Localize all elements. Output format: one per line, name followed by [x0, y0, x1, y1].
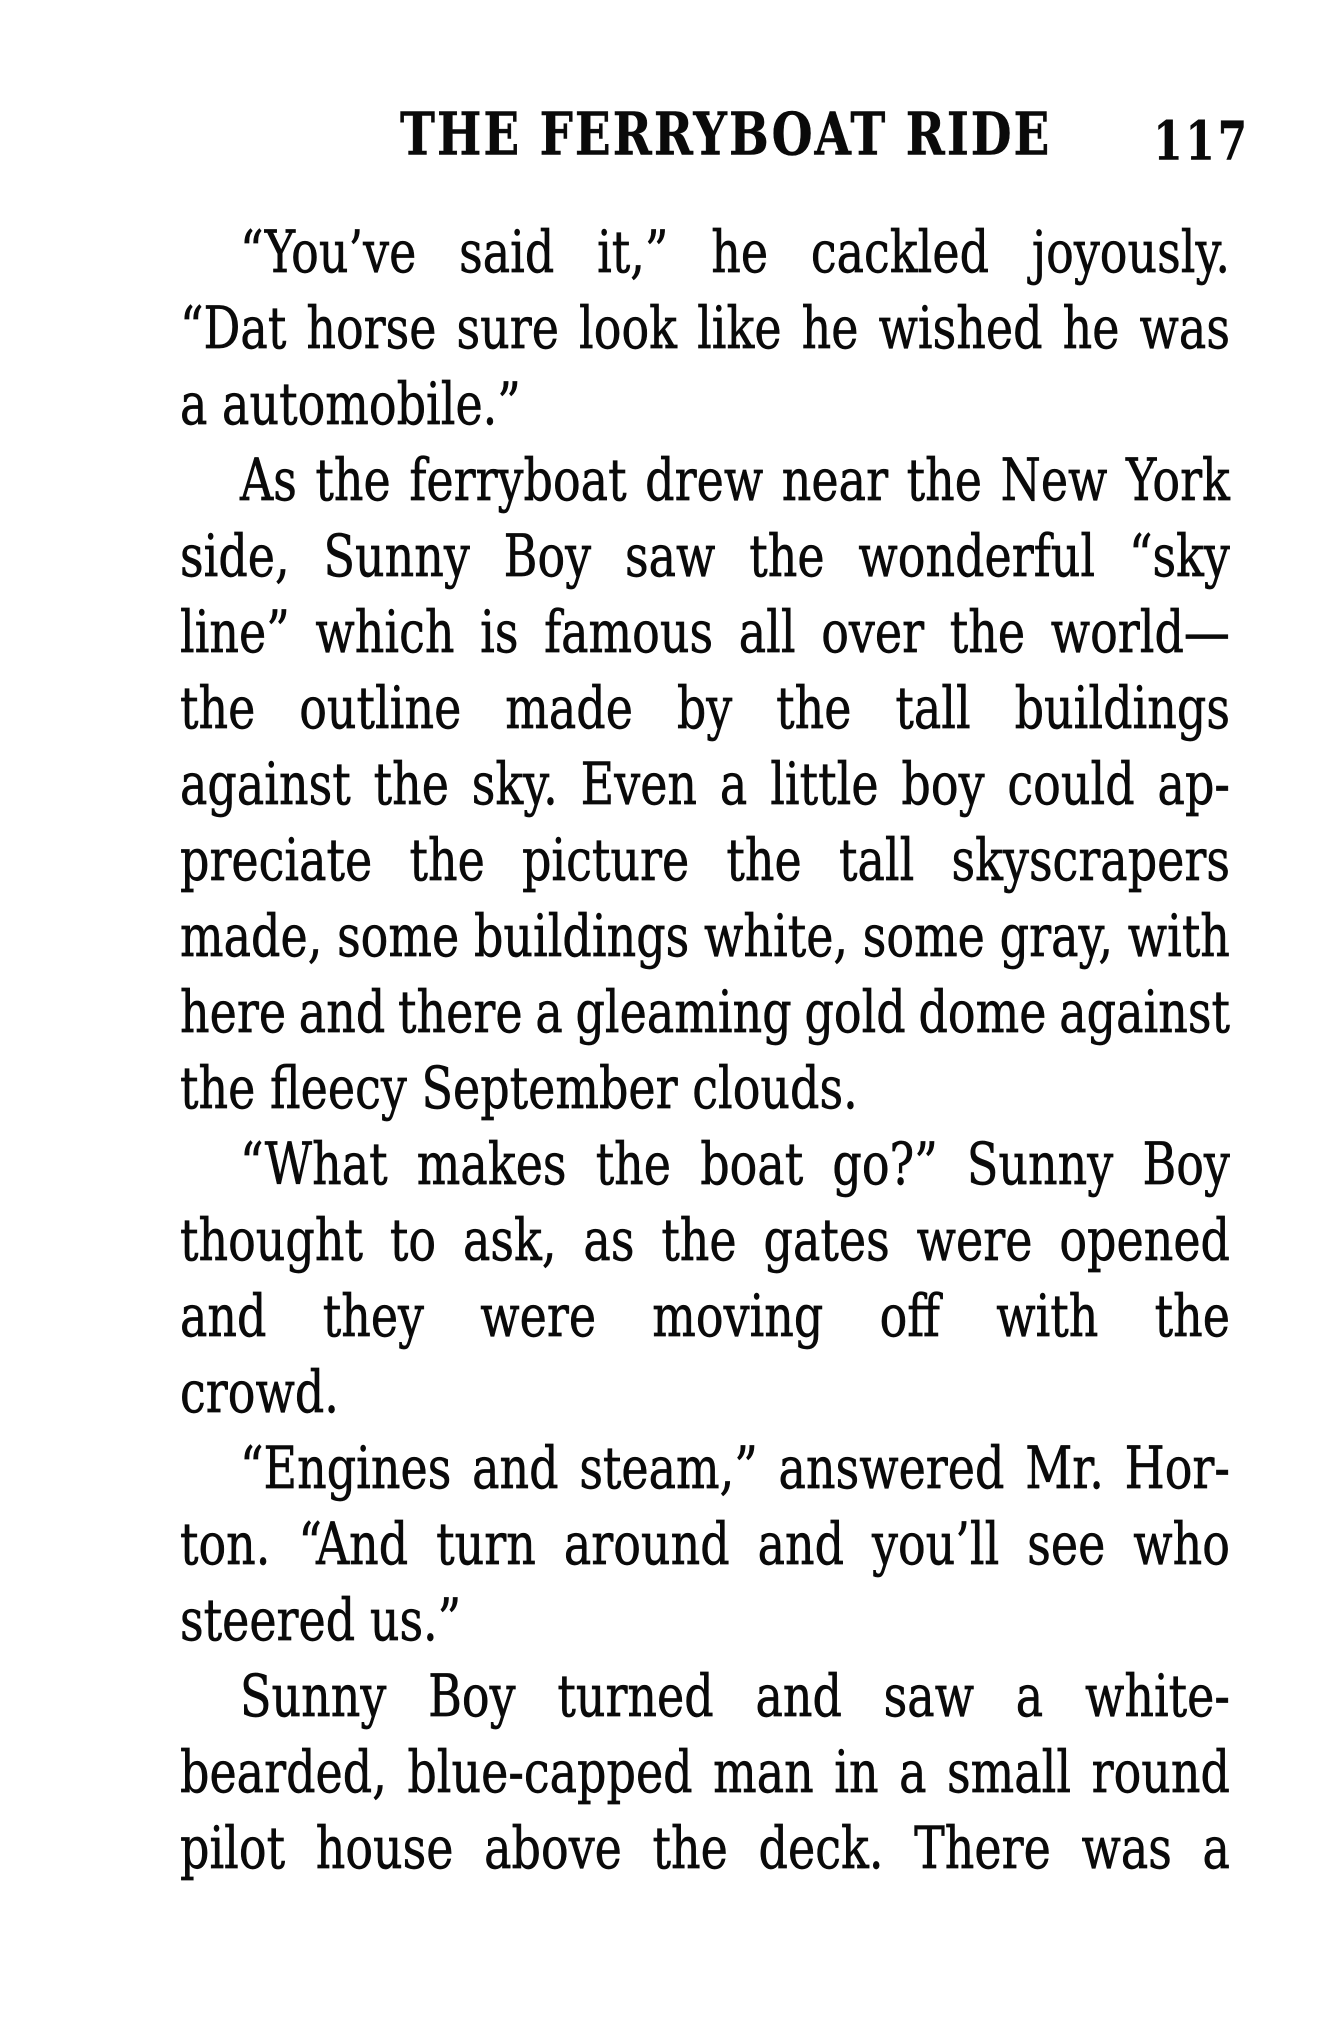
word: white- — [1084, 1661, 1230, 1731]
word: and — [755, 1661, 842, 1731]
text-line — [180, 1354, 1230, 1430]
word: the — [949, 597, 1026, 667]
word: around — [563, 1509, 730, 1579]
word: “And — [298, 1509, 409, 1579]
text-line — [180, 1582, 1230, 1658]
text-line — [180, 1050, 1230, 1126]
text-line — [180, 442, 1230, 518]
word: tall — [895, 673, 971, 743]
word: outline — [299, 673, 462, 743]
text-line — [180, 290, 1230, 366]
word: York — [1126, 445, 1230, 515]
word: the — [595, 1129, 672, 1199]
word: off — [879, 1281, 940, 1351]
line-text: crowd. — [180, 1357, 339, 1427]
word: and — [757, 1509, 845, 1579]
word: the — [180, 673, 256, 743]
word: As — [240, 445, 297, 515]
word: a — [899, 1737, 927, 1807]
word: saw — [624, 521, 716, 591]
word: some — [337, 901, 460, 971]
word: Boy — [428, 1661, 516, 1731]
word: buildings — [1014, 673, 1230, 743]
word: above — [484, 1813, 622, 1883]
word: the — [661, 1205, 737, 1275]
word: Even — [580, 749, 698, 819]
word: Mr. — [1025, 1433, 1104, 1503]
text-line — [180, 1126, 1230, 1202]
word: dome — [918, 977, 1047, 1047]
word: Hor- — [1124, 1433, 1230, 1503]
word: over — [821, 597, 925, 667]
word: moving — [652, 1281, 824, 1351]
word: he — [801, 293, 859, 363]
word: you’ll — [871, 1509, 1000, 1579]
word: “sky — [1128, 521, 1230, 591]
word: the — [776, 673, 852, 743]
word: blue-capped — [407, 1737, 693, 1807]
word: who — [1133, 1509, 1230, 1579]
word: against — [180, 749, 351, 819]
word: made, — [180, 901, 323, 971]
word: ferryboat — [409, 445, 627, 515]
word: little — [770, 749, 879, 819]
word: by — [676, 673, 733, 743]
word: there — [398, 977, 523, 1047]
word: side, — [180, 521, 290, 591]
word: boat — [700, 1129, 804, 1199]
word: famous — [544, 597, 714, 667]
word: near — [781, 445, 889, 515]
page-number: 117 — [1153, 110, 1250, 173]
word: “Dat — [180, 293, 287, 363]
word: and — [472, 1433, 559, 1503]
word: gray, — [999, 901, 1114, 971]
text-line — [180, 1734, 1230, 1810]
word: against — [1059, 977, 1230, 1047]
word: There — [914, 1813, 1051, 1883]
text-line — [180, 1506, 1230, 1582]
word: man — [713, 1737, 814, 1807]
word: wonderful — [858, 521, 1096, 591]
word: boy — [901, 749, 985, 819]
word: Sunny — [240, 1661, 387, 1731]
word: picture — [521, 825, 690, 895]
word: deck. — [758, 1813, 884, 1883]
word: were — [480, 1281, 597, 1351]
word: a — [535, 977, 563, 1047]
word: he — [711, 217, 769, 287]
word: to — [389, 1205, 437, 1275]
word: a — [1202, 1813, 1230, 1883]
word: the — [373, 749, 449, 819]
word: line” — [180, 597, 290, 667]
text-line — [180, 214, 1230, 290]
word: buildings — [473, 901, 690, 971]
word: go?” — [832, 1129, 938, 1199]
word: turned — [557, 1661, 714, 1731]
word: white, — [704, 901, 849, 971]
word: drew — [645, 445, 764, 515]
word: joyously. — [1031, 217, 1230, 287]
word: a — [1015, 1661, 1044, 1731]
word: skyscrapers — [951, 825, 1230, 895]
word: as — [583, 1205, 635, 1275]
word: it,” — [597, 217, 669, 287]
word: which — [315, 597, 455, 667]
word: he — [1062, 293, 1120, 363]
word: Boy — [503, 521, 592, 591]
text-line — [180, 670, 1230, 746]
word: pilot — [180, 1813, 286, 1883]
text-line — [180, 518, 1230, 594]
word: thought — [180, 1205, 363, 1275]
word: the — [652, 1813, 728, 1883]
word: was — [1139, 293, 1230, 363]
word: wished — [878, 293, 1043, 363]
text-line — [180, 746, 1230, 822]
word: round — [1091, 1737, 1230, 1807]
word: “You’ve — [240, 217, 417, 287]
word: Boy — [1142, 1129, 1230, 1199]
word: New — [1000, 445, 1108, 515]
text-line — [180, 366, 1230, 442]
word: said — [459, 217, 555, 287]
word: Sunny — [323, 521, 470, 591]
text-line — [180, 1278, 1230, 1354]
word: ap- — [1157, 749, 1230, 819]
word: and — [180, 1281, 267, 1351]
text-line — [180, 822, 1230, 898]
word: they — [322, 1281, 425, 1351]
page-header — [0, 100, 1340, 176]
word: see — [1027, 1509, 1106, 1579]
word: gleaming — [575, 977, 792, 1047]
word: makes — [416, 1129, 567, 1199]
word: cackled — [810, 217, 990, 287]
text-line — [180, 1430, 1230, 1506]
word: like — [697, 293, 782, 363]
text-line — [180, 594, 1230, 670]
word: is — [480, 597, 519, 667]
word: steam,” — [579, 1433, 758, 1503]
line-text: steered us.” — [180, 1585, 462, 1655]
line-text: the fleecy September clouds. — [180, 1053, 858, 1123]
word: sure — [456, 293, 559, 363]
word: look — [579, 293, 678, 363]
word: ton. — [180, 1509, 271, 1579]
word: preciate — [180, 825, 373, 895]
word: the — [906, 445, 982, 515]
text-line — [180, 1810, 1230, 1886]
running-title: THE FERRYBOAT RIDE — [400, 100, 1052, 170]
word: the — [315, 445, 391, 515]
word: some — [862, 901, 985, 971]
word: ask, — [462, 1205, 557, 1275]
word: in — [834, 1737, 879, 1807]
word: with — [996, 1281, 1099, 1351]
word: could — [1007, 749, 1135, 819]
word: saw — [883, 1661, 975, 1731]
word: the — [409, 825, 485, 895]
text-line — [180, 898, 1230, 974]
word: “What — [240, 1129, 388, 1199]
word: opened — [1059, 1205, 1230, 1275]
word: Sunny — [966, 1129, 1114, 1199]
text-line — [180, 1202, 1230, 1278]
text-line — [180, 1658, 1230, 1734]
word: “Engines — [240, 1433, 452, 1503]
word: gold — [804, 977, 906, 1047]
word: world— — [1050, 597, 1230, 667]
word: gates — [763, 1205, 890, 1275]
word: turn — [436, 1509, 536, 1579]
page-body — [180, 214, 1230, 1886]
word: bearded, — [180, 1737, 387, 1807]
word: sky. — [471, 749, 558, 819]
word: house — [315, 1813, 454, 1883]
text-line — [180, 974, 1230, 1050]
line-text: a automobile.” — [180, 369, 521, 439]
word: small — [947, 1737, 1072, 1807]
word: was — [1081, 1813, 1172, 1883]
word: all — [738, 597, 796, 667]
word: horse — [306, 293, 437, 363]
word: the — [749, 521, 825, 591]
word: were — [916, 1205, 1033, 1275]
word: answered — [778, 1433, 1005, 1503]
word: tall — [838, 825, 915, 895]
word: and — [298, 977, 386, 1047]
word: the — [1154, 1281, 1230, 1351]
word: a — [719, 749, 748, 819]
word: here — [180, 977, 287, 1047]
word: with — [1127, 901, 1230, 971]
word: the — [726, 825, 802, 895]
word: made — [505, 673, 633, 743]
